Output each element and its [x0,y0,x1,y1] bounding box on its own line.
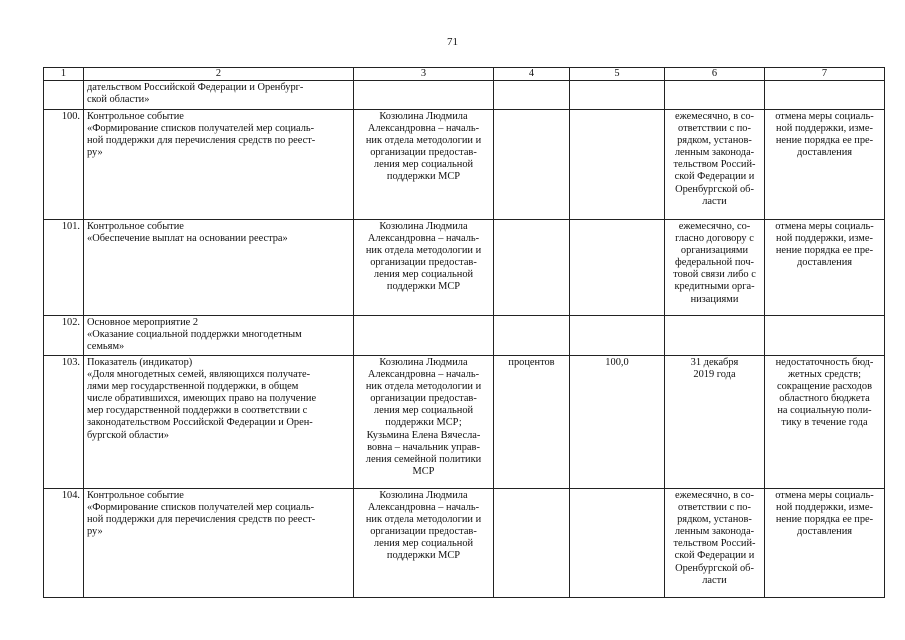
responsible-person: Козюлина Людмила Александровна – началь- ник отдела методологии и организации предостав- ления мер социальной поддержки МСР [354,489,494,598]
table-row [44,110,885,220]
unit-of-measure [494,220,570,316]
table-row [44,220,885,316]
risk-factors: отмена меры социаль- ной поддержки, изме- нение порядка ее пре- доставления [765,220,885,316]
table-row [44,316,885,356]
unit-of-measure [494,81,570,110]
activity-description: Контрольное событие «Формирование списков получателей мер социаль- ной поддержки для перечисления средств по реест- ру» [84,110,354,220]
column-number: 1 [44,68,84,81]
column-number-row [44,68,885,81]
target-value [570,316,665,356]
target-value: 100,0 [570,356,665,489]
table-row [44,356,885,489]
unit-of-measure: процентов [494,356,570,489]
target-value [570,110,665,220]
column-number: 3 [354,68,494,81]
column-number: 5 [570,68,665,81]
deadline: 31 декабря 2019 года [665,356,765,489]
table-row [44,81,885,110]
risk-factors: недостаточность бюд- жетных средств; сокращение расходов областного бюджета на социальную поли- тику в течение года [765,356,885,489]
responsible-person [354,316,494,356]
row-number: 103. [44,356,84,489]
deadline [665,316,765,356]
column-number: 2 [84,68,354,81]
activity-description: Основное мероприятие 2 «Оказание социальной поддержки многодетным семьям» [84,316,354,356]
deadline: ежемесячно, в со- ответствии с по- рядком, установ- ленным законода- тельством Россий- ской Федерации и Оренбургской об- ласти [665,110,765,220]
page-number: 71 [447,36,458,48]
unit-of-measure [494,110,570,220]
programme-table [43,67,885,598]
row-number: 101. [44,220,84,316]
target-value [570,489,665,598]
row-number: 102. [44,316,84,356]
risk-factors: отмена меры социаль- ной поддержки, изме- нение порядка ее пре- доставления [765,110,885,220]
activity-description: Контрольное событие «Формирование списков получателей мер социаль- ной поддержки для перечисления средств по реест- ру» [84,489,354,598]
target-value [570,220,665,316]
responsible-person: Козюлина Людмила Александровна – началь- ник отдела методологии и организации предостав- ления мер социальной поддержки МСР [354,110,494,220]
row-number [44,81,84,110]
risk-factors [765,81,885,110]
column-number: 6 [665,68,765,81]
unit-of-measure [494,489,570,598]
column-number: 4 [494,68,570,81]
responsible-person: Козюлина Людмила Александровна – началь- ник отдела методологии и организации предостав- ления мер социальной поддержки МСР [354,220,494,316]
risk-factors: отмена меры социаль- ной поддержки, изме- нение порядка ее пре- доставления [765,489,885,598]
row-number: 100. [44,110,84,220]
deadline [665,81,765,110]
activity-description: Контрольное событие «Обеспечение выплат на основании реестра» [84,220,354,316]
target-value [570,81,665,110]
deadline: ежемесячно, со- гласно договору с организациями федеральной поч- товой связи либо с кредитными орга- низациями [665,220,765,316]
deadline: ежемесячно, в со- ответствии с по- рядком, установ- ленным законода- тельством Россий- ской Федерации и Оренбургской об- ласти [665,489,765,598]
column-number: 7 [765,68,885,81]
activity-description: дательством Российской Федерации и Оренбург- ской области» [84,81,354,110]
responsible-person: Козюлина Людмила Александровна – началь- ник отдела методологии и организации предостав- ления мер социальной поддержки МСР; Кузьмина Елена Вячесла- вовна – начальник управ- ления семейной политики МСР [354,356,494,489]
table-row [44,489,885,598]
risk-factors [765,316,885,356]
row-number: 104. [44,489,84,598]
responsible-person [354,81,494,110]
activity-description: Показатель (индикатор) «Доля многодетных семей, являющихся получате- лями мер государственной поддержки, в общем числе обратившихся, имеющих право на получение мер государственной поддержки в соответствии с законодательством Российской Федерации и Орен- бургской области» [84,356,354,489]
unit-of-measure [494,316,570,356]
